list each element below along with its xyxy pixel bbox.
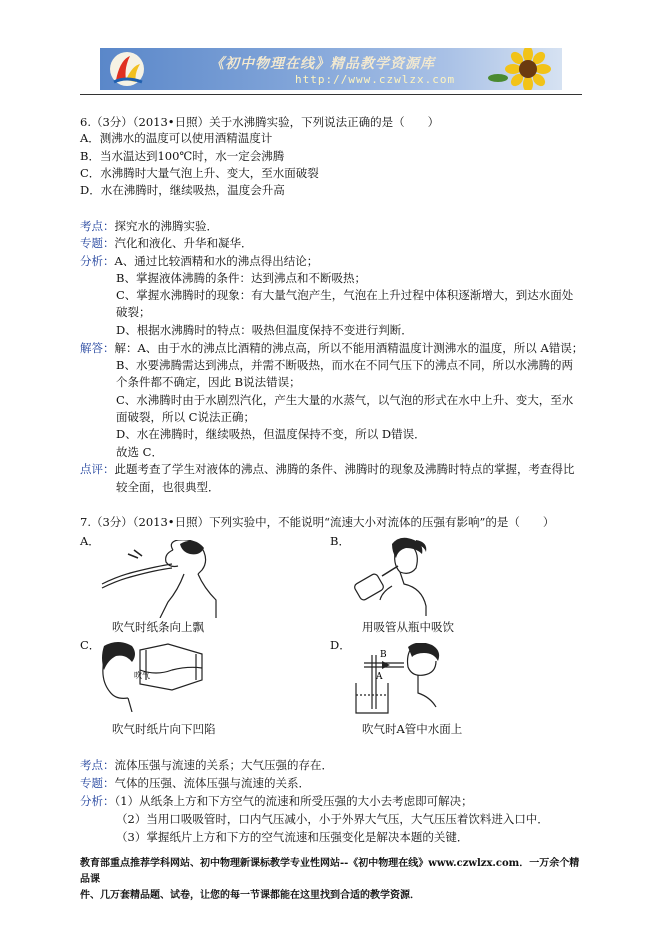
footer-line-2: 件、几万套精品题、试卷，让您的每一节课都能在这里找到合适的教学资源． bbox=[80, 890, 420, 901]
q6-jieda bbox=[80, 340, 583, 356]
footer-line-1: 教育部重点推荐学科网站、初中物理新课标教学专业性网站--《初中物理在线》www.czwlzx.com．一万余个精品课 bbox=[80, 858, 580, 885]
jieda-line: C、水沸腾时由于水剧烈汽化，产生大量的水蒸气，以气泡的形式在水中上升、变大，至水 bbox=[116, 393, 574, 407]
q7-option-d-caption: 吹气时A管中水面上 bbox=[362, 722, 463, 736]
q6-fenxi bbox=[80, 253, 318, 269]
q7-stem: 7.（3分）（2013•日照）下列实验中，不能说明“流速大小对流体的压强有影响”的是（ ） bbox=[80, 515, 555, 529]
q6-option-d: D．水在沸腾时，继续吸热，温度会升高 bbox=[80, 183, 285, 197]
q7-option-c-letter: C． bbox=[80, 638, 101, 652]
q7-kaodian bbox=[80, 757, 333, 773]
page-footer bbox=[80, 856, 585, 904]
kaodian-text: 探究水的沸腾实验． bbox=[114, 219, 218, 233]
dianping-line: 较全面，也很典型． bbox=[116, 480, 220, 494]
fenxi-line: 破裂； bbox=[116, 305, 151, 319]
fenxi-line: A、通过比较酒精和水的沸点得出结论； bbox=[114, 254, 319, 268]
banner-url[interactable]: http://www.czwlzx.com bbox=[295, 73, 456, 86]
sunflower-icon bbox=[488, 48, 558, 90]
zhuanti-label: 专题： bbox=[80, 236, 115, 250]
figure-tube-beaker bbox=[352, 643, 442, 715]
banner-title: 《初中物理在线》精品教学资源库 bbox=[210, 56, 435, 72]
jieda-line: B、水要沸腾需达到沸点，并需不断吸热，而水在不同气压下的沸点不同，所以水沸腾的两 bbox=[116, 358, 573, 372]
fenxi-line: B、掌握液体沸腾的条件：达到沸点和不断吸热； bbox=[116, 271, 366, 285]
fig-b-label: B bbox=[380, 650, 387, 660]
fenxi-line: C、掌握水沸腾时的现象：有大量气泡产生，气泡在上升过程中体积逐渐增大，到达水面处 bbox=[116, 288, 574, 302]
dianping-label: 点评： bbox=[80, 462, 115, 476]
fenxi-line: （1）从纸条上方和下方空气的流速和所受压强的大小去考虑即可解决； bbox=[114, 794, 473, 808]
jieda-line: 面破裂，所以 C说法正确； bbox=[116, 410, 255, 424]
header-rule bbox=[80, 94, 582, 95]
q6-kaodian bbox=[80, 218, 218, 234]
dianping-line: 此题考查了学生对液体的沸点、沸腾的条件、沸腾时的现象及沸腾时特点的掌握，考查得比 bbox=[114, 462, 575, 476]
jieda-line: D、水在沸腾时，继续吸热，但温度保持不变，所以 D错误． bbox=[116, 427, 426, 441]
figure-blow-paper-strip bbox=[98, 540, 218, 618]
header-banner bbox=[100, 48, 562, 90]
fenxi-label: 分析： bbox=[80, 794, 115, 808]
fenxi-line: （3）掌握纸片上方和下方的空气流速和压强变化是解决本题的关键． bbox=[116, 830, 469, 844]
fenxi-label: 分析： bbox=[80, 254, 115, 268]
q6-dianping bbox=[80, 461, 575, 477]
q7-option-b-letter: B． bbox=[330, 534, 350, 548]
zhuanti-text: 汽化和液化、升华和凝华． bbox=[114, 236, 253, 250]
kaodian-label: 考点： bbox=[80, 758, 115, 772]
q7-option-b-caption: 用吸管从瓶中吸饮 bbox=[362, 620, 454, 634]
q6-zhuanti bbox=[80, 235, 253, 251]
kaodian-text: 流体压强与流速的关系；大气压强的存在． bbox=[114, 758, 333, 772]
jieda-line: 个条件都不确定，因此 B说法错误； bbox=[116, 375, 301, 389]
q6-stem: 6.（3分）（2013•日照）关于水沸腾实验，下列说法正确的是（ ） bbox=[80, 115, 440, 129]
fenxi-line: D、根据水沸腾时的特点：吸热但温度保持不变进行判断． bbox=[116, 323, 413, 337]
zhuanti-label: 专题： bbox=[80, 776, 115, 790]
fig-a-label: A bbox=[376, 672, 383, 682]
q7-option-a-caption: 吹气时纸条向上飘 bbox=[112, 620, 204, 634]
jieda-line: 解：A、由于水的沸点比酒精的沸点高，所以不能用酒精温度计测沸水的温度，所以 A错误； bbox=[114, 341, 584, 355]
q6-option-a: A．测沸水的温度可以使用酒精温度计 bbox=[80, 131, 273, 145]
q7-zhuanti bbox=[80, 775, 310, 791]
q7-fenxi bbox=[80, 793, 473, 809]
figure-straw-bottle bbox=[352, 536, 434, 616]
jieda-label: 解答： bbox=[80, 341, 115, 355]
fenxi-line: （2）当用口吸吸管时，口内气压减小，小于外界大气压，大气压压着饮料进入口中． bbox=[116, 812, 549, 826]
fig-air-label: 吹气 bbox=[134, 671, 150, 680]
figure-paper-bridge bbox=[98, 640, 208, 712]
q6-option-b: B．当水温达到100℃时，水一定会沸腾 bbox=[80, 149, 285, 163]
zhuanti-text: 气体的压强、流体压强与流速的关系． bbox=[114, 776, 310, 790]
site-logo-icon bbox=[106, 50, 148, 88]
q6-option-c: C．水沸腾时大量气泡上升、变大，至水面破裂 bbox=[80, 166, 319, 180]
q7-option-a-letter: A． bbox=[80, 534, 100, 548]
kaodian-label: 考点： bbox=[80, 219, 115, 233]
jieda-line: 故选 C． bbox=[116, 445, 163, 459]
q7-option-d-letter: D． bbox=[330, 638, 351, 652]
q7-option-c-caption: 吹气时纸片向下凹陷 bbox=[112, 722, 216, 736]
